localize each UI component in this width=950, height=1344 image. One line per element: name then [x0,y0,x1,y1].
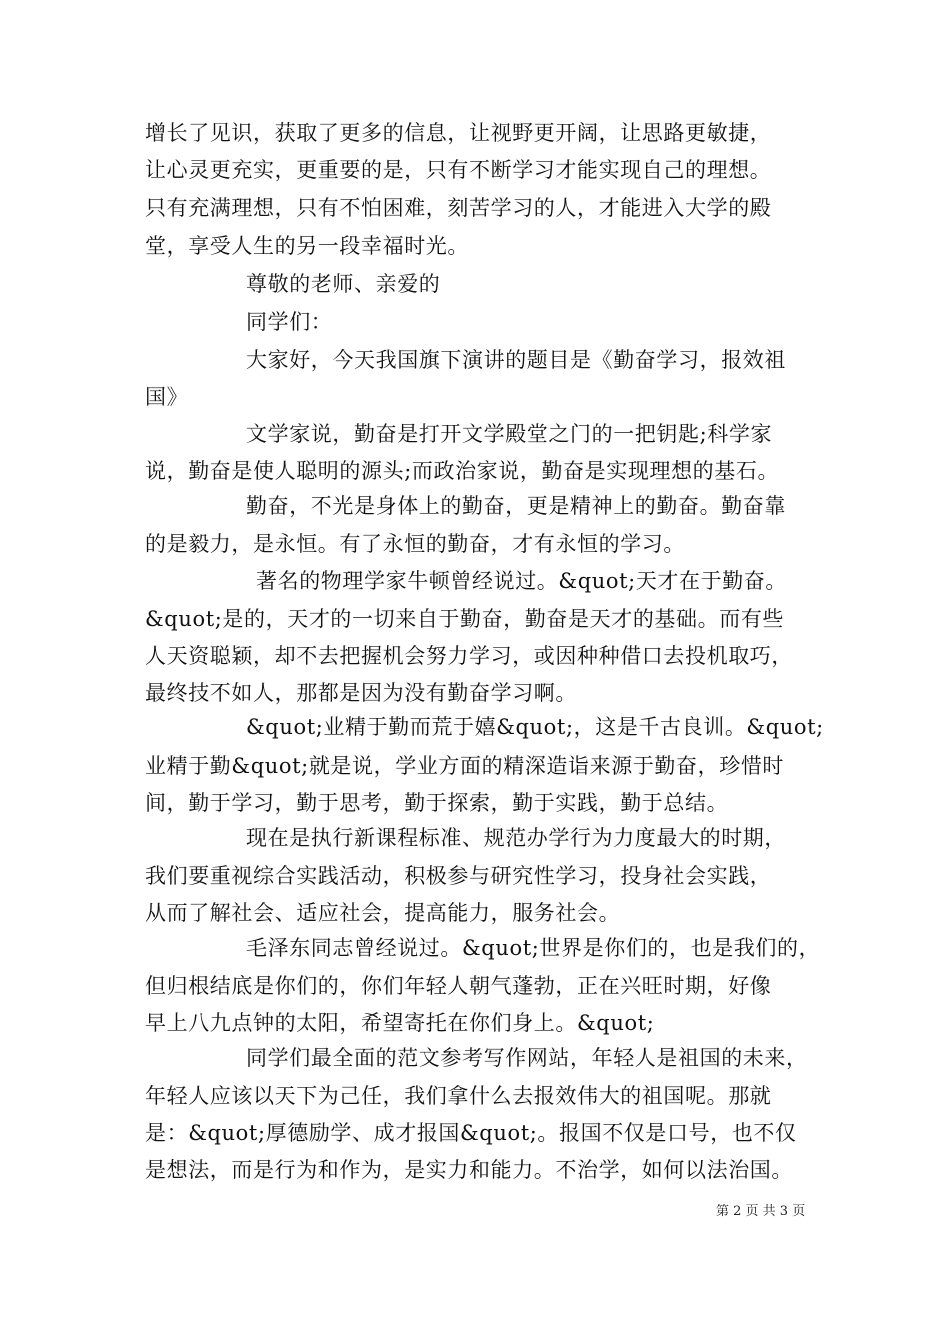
text-line: 大家好，今天我国旗下演讲的题目是《勤奋学习，报效祖 [246,348,786,372]
text-line: 文学家说，勤奋是打开文学殿堂之门的一把钥匙;科学家 [246,422,773,446]
text-line: 现在是执行新课程标准、规范办学行为力度最大的时期， [246,826,786,850]
text-line: 国》 [145,385,189,409]
text-line: 业精于勤&quot;就是说，学业方面的精深造诣来源于勤奋，珍惜时 [145,754,785,778]
salutation-line: 尊敬的老师、亲爱的 [246,272,441,296]
text-line: 同学们最全面的范文参考写作网站，年轻人是祖国的未来， [246,1046,808,1070]
text-line: 说，勤奋是使人聪明的源头;而政治家说，勤奋是实现理想的基石。 [145,459,780,483]
text-line: 让心灵更充实，更重要的是，只有不断学习才能实现自己的理想。 [145,158,772,182]
text-line: 毛泽东同志曾经说过。&quot;世界是你们的，也是我们的， [246,936,821,960]
text-line: 早上八九点钟的太阳，希望寄托在你们身上。&quot; [145,1011,655,1035]
text-line: 是：&quot;厚德励学、成才报国&quot;。报国不仅是口号，也不仅 [145,1121,797,1145]
text-line: 从而了解社会、适应社会，提高能力，服务社会。 [145,901,621,925]
text-line: 但归根结底是你们的，你们年轻人朝气蓬勃，正在兴旺时期，好像 [145,974,772,998]
text-line: 勤奋，不光是身体上的勤奋，更是精神上的勤奋。勤奋靠 [246,494,786,518]
text-line: 增长了见识，获取了更多的信息，让视野更开阔，让思路更敏捷， [145,121,772,145]
text-line: 人天资聪颖，却不去把握机会努力学习，或因种种借口去投机取巧， [145,644,793,668]
text-line: 的是毅力，是永恒。有了永恒的勤奋，才有永恒的学习。 [145,532,685,556]
text-line: 是想法，而是行为和作为，是实力和能力。不治学，如何以法治国。 [145,1158,793,1182]
text-line: 著名的物理学家牛顿曾经说过。&quot;天才在于勤奋。 [256,569,788,593]
text-line: &quot;业精于勤而荒于嬉&quot;，这是千古良训。&quot; [246,715,824,739]
text-line: 我们要重视综合实践活动，积极参与研究性学习，投身社会实践， [145,864,772,888]
text-line: 年轻人应该以天下为己任，我们拿什么去报效伟大的祖国呢。那就 [145,1084,772,1108]
text-line: 堂，享受人生的另一段幸福时光。 [145,234,469,258]
text-line: &quot;是的，天才的一切来自于勤奋，勤奋是天才的基础。而有些 [145,607,785,631]
salutation-line: 同学们： [246,310,333,334]
text-line: 最终技不如人，那都是因为没有勤奋学习啊。 [145,681,577,705]
text-line: 只有充满理想，只有不怕困难，刻苦学习的人，才能进入大学的殿 [145,196,772,220]
text-line: 间，勤于学习，勤于思考，勤于探索，勤于实践，勤于总结。 [145,791,729,815]
page-number: 第 2 页 共 3 页 [716,1204,806,1219]
